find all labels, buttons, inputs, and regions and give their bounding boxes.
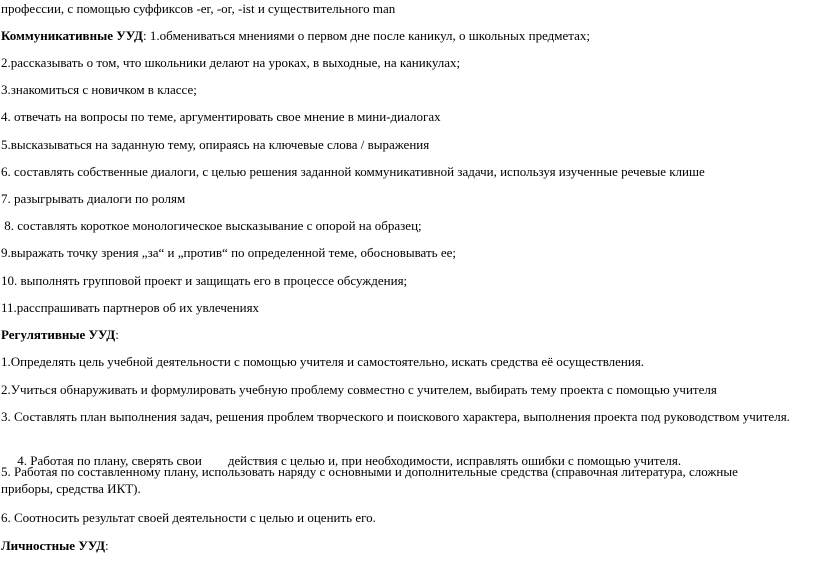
intro-line: профессии, с помощью суффиксов -er, -or, -ist и существительного man	[1, 1, 396, 16]
regulative-item-1: 1.Определять цель учебной деятельности с помощью учителя и самостоятельно, искать средства её осуществления.	[1, 354, 645, 369]
regulative-item-5: 5. Работая по составленному плану, использовать наряду с основными и дополнительные средства (справочная литература, сложные приборы, средства ИКТ).	[1, 464, 738, 496]
communicative-item-2: 2.рассказывать о том, что школьники делают на уроках, в выходные, на каникулах;	[1, 55, 461, 70]
communicative-colon: :	[142, 28, 150, 43]
regulative-heading-line	[1, 326, 119, 343]
communicative-item-6: 6. составлять собственные диалоги, с целью решения заданной коммуникативной задачи, используя изученные речевые клише	[1, 164, 705, 179]
personal-colon: :	[105, 538, 109, 553]
personal-heading: Личностные УУД	[1, 538, 106, 553]
communicative-item-11: 11.расспрашивать партнеров об их увлечениях	[1, 300, 260, 315]
communicative-item-8: 8. составлять короткое монологическое высказывание с опорой на образец;	[1, 218, 422, 233]
regulative-item-3: 3. Составлять план выполнения задач, решения проблем творческого и поискового характера, выполнения проекта под руководством учителя.	[1, 409, 790, 424]
communicative-item-7: 7. разыгрывать диалоги по ролям	[1, 191, 186, 206]
communicative-item-10: 10. выполнять групповой проект и защищать его в процессе обсуждения;	[1, 273, 408, 288]
regulative-item-2: 2.Учиться обнаруживать и формулировать учебную проблему совместно с учителем, выбирать тему проекта с помощью учителя	[1, 382, 717, 397]
communicative-heading: Коммуникативные УУД	[1, 28, 143, 43]
communicative-item-3: 3.знакомиться с новичком в классе;	[1, 82, 197, 97]
communicative-heading-line	[1, 27, 590, 44]
regulative-item-4-start: 4. Работая по плану, сверять свои	[14, 453, 202, 468]
regulative-heading: Регулятивные УУД	[1, 327, 116, 342]
communicative-item-4: 4. отвечать на вопросы по теме, аргументировать свое мнение в мини-диалогах	[1, 109, 441, 124]
personal-heading-line	[1, 537, 109, 554]
regulative-item-6: 6. Соотносить результат своей деятельности с целью и оценить его.	[1, 510, 376, 525]
regulative-colon: :	[115, 327, 119, 342]
communicative-item-9: 9.выражать точку зрения „за“ и „против“ по определенной теме, обосновывать ее;	[1, 245, 456, 260]
communicative-item-1: 1.обмениваться мнениями о первом дне после каникул, о школьных предметах;	[149, 28, 591, 43]
regulative-item-4-end: действия с целью и, при необходимости, исправлять ошибки с помощью учителя.	[227, 453, 682, 468]
communicative-item-5: 5.высказываться на заданную тему, опираясь на ключевые слова / выражения	[1, 137, 430, 152]
